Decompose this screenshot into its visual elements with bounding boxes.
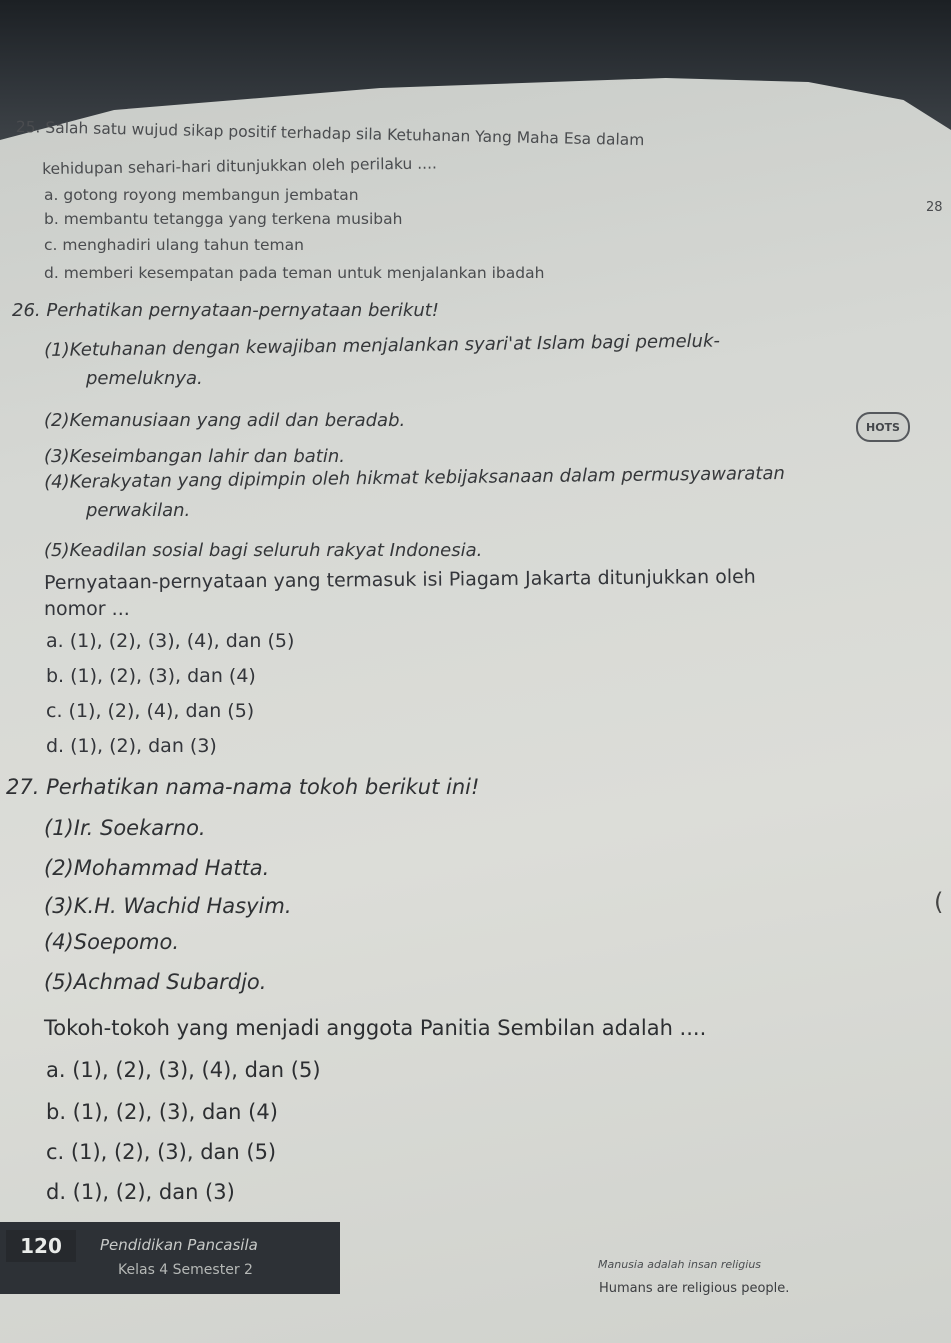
q27-option-a: a. (1), (2), (3), (4), dan (5) [46,1058,321,1082]
q26-statement-1-cont: pemeluknya. [86,368,203,389]
q26-statement-4: (4)Kerakyatan yang dipimpin oleh hikmat kebijaksanaan dalam permusyawaratan [44,462,785,493]
hots-badge: HOTS [856,412,910,442]
q27-name-3: (3)K.H. Wachid Hasyim. [44,894,292,918]
q26-option-b: b. (1), (2), (3), dan (4) [46,665,256,687]
q25-option-d: d. memberi kesempatan pada teman untuk menjalankan ibadah [44,264,545,282]
q26-option-a: a. (1), (2), (3), (4), dan (5) [46,630,295,652]
class-label: Kelas 4 Semester 2 [118,1262,253,1278]
q26-prompt: Pernyataan-pernyataan yang termasuk isi Piagam Jakarta ditunjukkan oleh [44,565,756,594]
q25-question: 25. Salah satu wujud sikap positif terhadap sila Ketuhanan Yang Maha Esa dalam [15,118,645,150]
q25-question-cont: kehidupan sehari-hari ditunjukkan oleh perilaku .... [42,154,438,178]
q26-option-c: c. (1), (2), (4), dan (5) [46,700,255,722]
q25-option-b: b. membantu tetangga yang terkena musibah [44,210,403,228]
q26-prompt-cont: nomor ... [44,598,130,620]
q26-statement-2: (2)Kemanusiaan yang adil dan beradab. [44,410,406,431]
page-number: 120 [6,1230,76,1262]
q27-name-4: (4)Soepomo. [44,930,180,954]
q27-option-c: c. (1), (2), (3), dan (5) [46,1140,277,1164]
q26-statement-1: (1)Ketuhanan dengan kewajiban menjalankan syari'at Islam bagi pemeluk- [44,330,721,361]
q27-option-b: b. (1), (2), (3), dan (4) [46,1100,278,1124]
q27-name-2: (2)Mohammad Hatta. [44,856,270,880]
q25-option-c: c. menghadiri ulang tahun teman [44,236,304,254]
q26-statement-5: (5)Keadilan sosial bagi seluruh rakyat Indonesia. [44,540,483,561]
q27-name-1: (1)Ir. Soekarno. [44,816,206,840]
q27-name-5: (5)Achmad Subardjo. [44,970,267,994]
margin-bracket: ( [934,888,944,916]
q26-statement-3: (3)Keseimbangan lahir dan batin. [44,446,345,467]
q27-intro: 27. Perhatikan nama-nama tokoh berikut ini! [6,775,480,799]
q27-option-d: d. (1), (2), dan (3) [46,1180,235,1204]
q26-option-d: d. (1), (2), dan (3) [46,735,217,757]
q25-option-a: a. gotong royong membangun jembatan [44,186,359,204]
q27-prompt: Tokoh-tokoh yang menjadi anggota Panitia Sembilan adalah .... [44,1016,707,1040]
q26-statement-4-cont: perwakilan. [86,500,191,521]
book-title: Pendidikan Pancasila [100,1236,258,1254]
caption-english: Humans are religious people. [599,1281,790,1296]
margin-number: 28 [926,200,943,215]
caption-indonesian: Manusia adalah insan religius [598,1258,762,1271]
q26-intro: 26. Perhatikan pernyataan-pernyataan berikut! [12,300,440,321]
